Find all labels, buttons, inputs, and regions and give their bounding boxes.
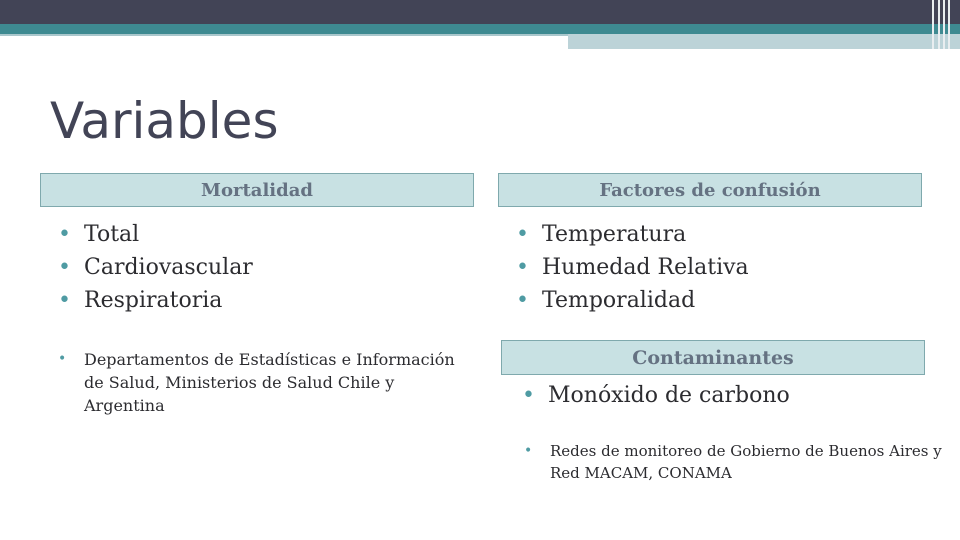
top-band-thin: [0, 34, 568, 36]
list-item: • Temporalidad: [516, 284, 926, 317]
top-band-teal: [0, 24, 960, 34]
contaminantes-list: [522, 379, 942, 412]
list-item: • Monóxido de carbono: [522, 379, 942, 412]
factores-header: Factores de confusión: [498, 173, 922, 207]
bullet-icon: •: [58, 255, 71, 280]
list-item: • Total: [58, 218, 468, 251]
contaminantes-sources: [524, 440, 944, 484]
source-item: • Departamentos de Estadísticas e Información de Salud, Ministerios de Salud Chile y Argentina: [58, 350, 455, 415]
factores-list: [516, 218, 926, 317]
slide-title: Variables: [50, 92, 279, 150]
bullet-icon: •: [516, 288, 529, 313]
contaminantes-header: Contaminantes: [501, 340, 925, 375]
top-band-dark: [0, 0, 960, 24]
bullet-icon: •: [516, 255, 529, 280]
top-band-light: [568, 34, 960, 49]
mortalidad-sources: [58, 348, 478, 417]
mortalidad-header: Mortalidad: [40, 173, 474, 207]
bullet-icon: •: [58, 288, 71, 313]
list-item: • Temperatura: [516, 218, 926, 251]
list-item: • Humedad Relativa: [516, 251, 926, 284]
decorative-lines: [932, 0, 954, 49]
mortalidad-list: [58, 218, 468, 317]
list-item: • Respiratoria: [58, 284, 468, 317]
bullet-icon: •: [58, 222, 71, 247]
source-item: • Redes de monitoreo de Gobierno de Buenos Aires y Red MACAM, CONAMA: [524, 442, 942, 482]
bullet-icon: •: [58, 351, 67, 367]
bullet-icon: •: [522, 383, 535, 408]
bullet-icon: •: [524, 443, 533, 459]
list-item: • Cardiovascular: [58, 251, 468, 284]
bullet-icon: •: [516, 222, 529, 247]
